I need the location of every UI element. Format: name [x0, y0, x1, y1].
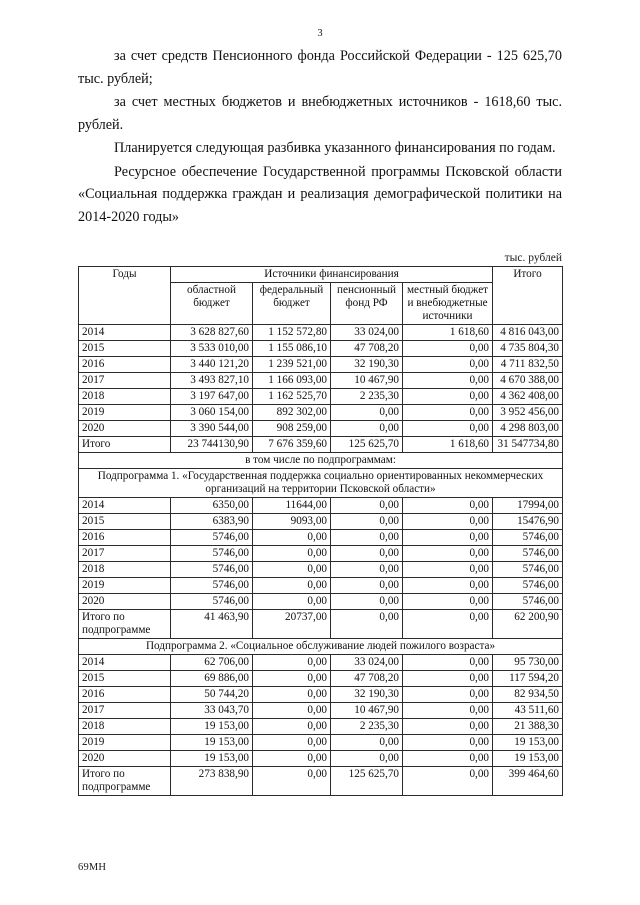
- cell-local-budget: 0,00: [403, 735, 493, 751]
- cell-regional-budget: 6383,90: [171, 514, 253, 530]
- cell-total: 4 298 803,00: [493, 421, 563, 437]
- cell-pension-fund: 47 708,20: [331, 671, 403, 687]
- header-years: Годы: [79, 267, 171, 325]
- cell-year: 2019: [79, 578, 171, 594]
- cell-year: 2017: [79, 546, 171, 562]
- cell-regional-budget: 5746,00: [171, 594, 253, 610]
- cell-year: Итого по подпрограмме: [79, 767, 171, 796]
- cell-year: 2018: [79, 719, 171, 735]
- cell-local-budget: 0,00: [403, 767, 493, 796]
- cell-local-budget: 0,00: [403, 546, 493, 562]
- cell-pension-fund: 0,00: [331, 578, 403, 594]
- cell-pension-fund: 0,00: [331, 530, 403, 546]
- cell-local-budget: 0,00: [403, 498, 493, 514]
- subprogram2-title-row: [79, 639, 563, 655]
- cell-regional-budget: 3 493 827,10: [171, 373, 253, 389]
- cell-federal-budget: 0,00: [253, 735, 331, 751]
- cell-pension-fund: 33 024,00: [331, 655, 403, 671]
- table-row: [79, 341, 563, 357]
- paragraph-resource-provision: Ресурсное обеспечение Государственной программы Псковской области «Социальная поддержка граждан и реализация демографической политики на 2014-2020 годы»: [78, 163, 562, 225]
- cell-year: 2014: [79, 655, 171, 671]
- cell-year: 2020: [79, 751, 171, 767]
- cell-local-budget: 0,00: [403, 719, 493, 735]
- cell-regional-budget: 62 706,00: [171, 655, 253, 671]
- cell-local-budget: 0,00: [403, 514, 493, 530]
- cell-federal-budget: 1 166 093,00: [253, 373, 331, 389]
- cell-local-budget: 0,00: [403, 751, 493, 767]
- cell-local-budget: 0,00: [403, 530, 493, 546]
- table-row: [79, 389, 563, 405]
- header-sources-group: Источники финансирования: [171, 267, 493, 283]
- cell-federal-budget: 0,00: [253, 751, 331, 767]
- table-row: [79, 578, 563, 594]
- subprogram2-title-row-text: Подпрограмма 2. «Социальное обслуживание людей пожилого возраста»: [79, 639, 563, 655]
- table-row: [79, 687, 563, 703]
- cell-federal-budget: 0,00: [253, 703, 331, 719]
- cell-local-budget: 0,00: [403, 610, 493, 639]
- cell-total: 82 934,50: [493, 687, 563, 703]
- subprogram1-title-row-text: Подпрограмма 1. «Государственная поддержка социально ориентированных некоммерческих организаций на территории Псковской области»: [79, 469, 563, 498]
- table-row: [79, 546, 563, 562]
- cell-local-budget: 0,00: [403, 421, 493, 437]
- cell-regional-budget: 3 390 544,00: [171, 421, 253, 437]
- cell-total: 21 388,30: [493, 719, 563, 735]
- paragraph-planned-breakdown: Планируется следующая разбивка указанного финансирования по годам.: [114, 140, 556, 156]
- table-row: [79, 373, 563, 389]
- table-row: [79, 719, 563, 735]
- cell-year: 2016: [79, 530, 171, 546]
- cell-total: 5746,00: [493, 594, 563, 610]
- cell-pension-fund: 0,00: [331, 751, 403, 767]
- cell-total: 399 464,60: [493, 767, 563, 796]
- cell-regional-budget: 41 463,90: [171, 610, 253, 639]
- cell-federal-budget: 0,00: [253, 578, 331, 594]
- header-pension-fund: пенсионный фонд РФ: [331, 283, 403, 325]
- cell-regional-budget: 3 060 154,00: [171, 405, 253, 421]
- cell-total: 117 594,20: [493, 671, 563, 687]
- cell-local-budget: 1 618,60: [403, 437, 493, 453]
- cell-regional-budget: 3 533 010,00: [171, 341, 253, 357]
- cell-total: 4 362 408,00: [493, 389, 563, 405]
- table-row: [79, 530, 563, 546]
- cell-pension-fund: 0,00: [331, 514, 403, 530]
- cell-total: 5746,00: [493, 562, 563, 578]
- paragraph-local-budgets: за счет местных бюджетов и внебюджетных источников - 1618,60 тыс. рублей.: [78, 94, 562, 133]
- cell-total: 5746,00: [493, 546, 563, 562]
- cell-pension-fund: 32 190,30: [331, 687, 403, 703]
- cell-year: Итого: [79, 437, 171, 453]
- cell-local-budget: 0,00: [403, 655, 493, 671]
- cell-pension-fund: 0,00: [331, 562, 403, 578]
- cell-total: 15476,90: [493, 514, 563, 530]
- table-row: [79, 655, 563, 671]
- cell-total: 17994,00: [493, 498, 563, 514]
- cell-regional-budget: 19 153,00: [171, 751, 253, 767]
- cell-pension-fund: 32 190,30: [331, 357, 403, 373]
- cell-local-budget: 0,00: [403, 703, 493, 719]
- table-head: [79, 267, 563, 325]
- cell-year: 2019: [79, 735, 171, 751]
- cell-total: 5746,00: [493, 530, 563, 546]
- cell-pension-fund: 33 024,00: [331, 325, 403, 341]
- cell-regional-budget: 5746,00: [171, 562, 253, 578]
- cell-federal-budget: 1 155 086,10: [253, 341, 331, 357]
- cell-federal-budget: 908 259,00: [253, 421, 331, 437]
- table-row: [79, 514, 563, 530]
- cell-total: 4 816 043,00: [493, 325, 563, 341]
- cell-total: 5746,00: [493, 578, 563, 594]
- cell-federal-budget: 1 239 521,00: [253, 357, 331, 373]
- cell-pension-fund: 0,00: [331, 735, 403, 751]
- cell-year: 2019: [79, 405, 171, 421]
- cell-total: 4 711 832,50: [493, 357, 563, 373]
- cell-year: 2020: [79, 594, 171, 610]
- cell-federal-budget: 0,00: [253, 767, 331, 796]
- cell-pension-fund: 0,00: [331, 421, 403, 437]
- cell-pension-fund: 10 467,90: [331, 373, 403, 389]
- cell-year: Итого по подпрограмме: [79, 610, 171, 639]
- cell-total: 43 511,60: [493, 703, 563, 719]
- table-row: [79, 703, 563, 719]
- table-row: [79, 562, 563, 578]
- subprograms-divider-row: [79, 453, 563, 469]
- table-row: [79, 610, 563, 639]
- cell-year: 2015: [79, 341, 171, 357]
- cell-total: 4 670 388,00: [493, 373, 563, 389]
- cell-federal-budget: 20737,00: [253, 610, 331, 639]
- cell-regional-budget: 23 744130,90: [171, 437, 253, 453]
- cell-year: 2015: [79, 514, 171, 530]
- cell-pension-fund: 0,00: [331, 405, 403, 421]
- cell-year: 2020: [79, 421, 171, 437]
- header-local-budget: местный бюджет и внебюджетные источники: [403, 283, 493, 325]
- cell-regional-budget: 6350,00: [171, 498, 253, 514]
- cell-pension-fund: 125 625,70: [331, 767, 403, 796]
- cell-local-budget: 0,00: [403, 578, 493, 594]
- cell-regional-budget: 50 744,20: [171, 687, 253, 703]
- cell-year: 2016: [79, 357, 171, 373]
- header-row-top: [79, 267, 563, 283]
- cell-year: 2017: [79, 373, 171, 389]
- cell-federal-budget: 0,00: [253, 719, 331, 735]
- cell-federal-budget: 0,00: [253, 671, 331, 687]
- cell-local-budget: 0,00: [403, 373, 493, 389]
- cell-federal-budget: 892 302,00: [253, 405, 331, 421]
- cell-regional-budget: 19 153,00: [171, 735, 253, 751]
- cell-regional-budget: 5746,00: [171, 546, 253, 562]
- cell-pension-fund: 2 235,30: [331, 719, 403, 735]
- table-row: [79, 498, 563, 514]
- financing-table: [78, 266, 563, 796]
- cell-year: 2017: [79, 703, 171, 719]
- cell-federal-budget: 0,00: [253, 594, 331, 610]
- footer-code: 69МН: [78, 862, 107, 873]
- cell-pension-fund: 10 467,90: [331, 703, 403, 719]
- cell-year: 2018: [79, 562, 171, 578]
- cell-local-budget: 0,00: [403, 687, 493, 703]
- cell-local-budget: 0,00: [403, 671, 493, 687]
- table-row: [79, 405, 563, 421]
- header-total: Итого: [493, 267, 563, 325]
- cell-federal-budget: 0,00: [253, 546, 331, 562]
- body-text-block: [78, 45, 562, 229]
- cell-federal-budget: 0,00: [253, 655, 331, 671]
- cell-federal-budget: 7 676 359,60: [253, 437, 331, 453]
- table-row: [79, 767, 563, 796]
- cell-pension-fund: 0,00: [331, 498, 403, 514]
- header-federal-budget: федеральный бюджет: [253, 283, 331, 325]
- cell-federal-budget: 9093,00: [253, 514, 331, 530]
- cell-federal-budget: 0,00: [253, 530, 331, 546]
- cell-total: 95 730,00: [493, 655, 563, 671]
- cell-regional-budget: 5746,00: [171, 530, 253, 546]
- table-row: [79, 437, 563, 453]
- cell-local-budget: 0,00: [403, 341, 493, 357]
- cell-pension-fund: 0,00: [331, 546, 403, 562]
- table-row: [79, 357, 563, 373]
- table-row: [79, 421, 563, 437]
- cell-regional-budget: 3 628 827,60: [171, 325, 253, 341]
- cell-federal-budget: 0,00: [253, 562, 331, 578]
- table-row: [79, 594, 563, 610]
- cell-federal-budget: 0,00: [253, 687, 331, 703]
- cell-year: 2016: [79, 687, 171, 703]
- cell-local-budget: 0,00: [403, 405, 493, 421]
- table-row: [79, 751, 563, 767]
- cell-regional-budget: 69 886,00: [171, 671, 253, 687]
- subprogram1-title-row: [79, 469, 563, 498]
- cell-regional-budget: 19 153,00: [171, 719, 253, 735]
- cell-regional-budget: 273 838,90: [171, 767, 253, 796]
- cell-pension-fund: 125 625,70: [331, 437, 403, 453]
- cell-year: 2014: [79, 325, 171, 341]
- cell-total: 3 952 456,00: [493, 405, 563, 421]
- cell-regional-budget: 33 043,70: [171, 703, 253, 719]
- paragraph-pension-fund: за счет средств Пенсионного фонда Российской Федерации - 125 625,70 тыс. рублей;: [78, 48, 562, 87]
- table-row: [79, 671, 563, 687]
- table-body: [79, 325, 563, 796]
- cell-local-budget: 0,00: [403, 357, 493, 373]
- cell-federal-budget: 11644,00: [253, 498, 331, 514]
- page-number: 3: [317, 28, 323, 39]
- cell-federal-budget: 1 162 525,70: [253, 389, 331, 405]
- cell-pension-fund: 47 708,20: [331, 341, 403, 357]
- units-note: тыс. рублей: [504, 252, 562, 264]
- cell-local-budget: 0,00: [403, 594, 493, 610]
- cell-local-budget: 0,00: [403, 389, 493, 405]
- header-regional-budget: областной бюджет: [171, 283, 253, 325]
- table-row: [79, 325, 563, 341]
- cell-total: 4 735 804,30: [493, 341, 563, 357]
- cell-total: 31 547734,80: [493, 437, 563, 453]
- cell-regional-budget: 3 197 647,00: [171, 389, 253, 405]
- cell-pension-fund: 0,00: [331, 594, 403, 610]
- cell-federal-budget: 1 152 572,80: [253, 325, 331, 341]
- subprograms-divider-row-text: в том числе по подпрограммам:: [79, 453, 563, 469]
- cell-pension-fund: 2 235,30: [331, 389, 403, 405]
- cell-year: 2015: [79, 671, 171, 687]
- cell-regional-budget: 3 440 121,20: [171, 357, 253, 373]
- table-row: [79, 735, 563, 751]
- cell-regional-budget: 5746,00: [171, 578, 253, 594]
- cell-total: 19 153,00: [493, 751, 563, 767]
- cell-local-budget: 0,00: [403, 562, 493, 578]
- cell-year: 2018: [79, 389, 171, 405]
- cell-total: 62 200,90: [493, 610, 563, 639]
- cell-pension-fund: 0,00: [331, 610, 403, 639]
- cell-total: 19 153,00: [493, 735, 563, 751]
- cell-year: 2014: [79, 498, 171, 514]
- cell-local-budget: 1 618,60: [403, 325, 493, 341]
